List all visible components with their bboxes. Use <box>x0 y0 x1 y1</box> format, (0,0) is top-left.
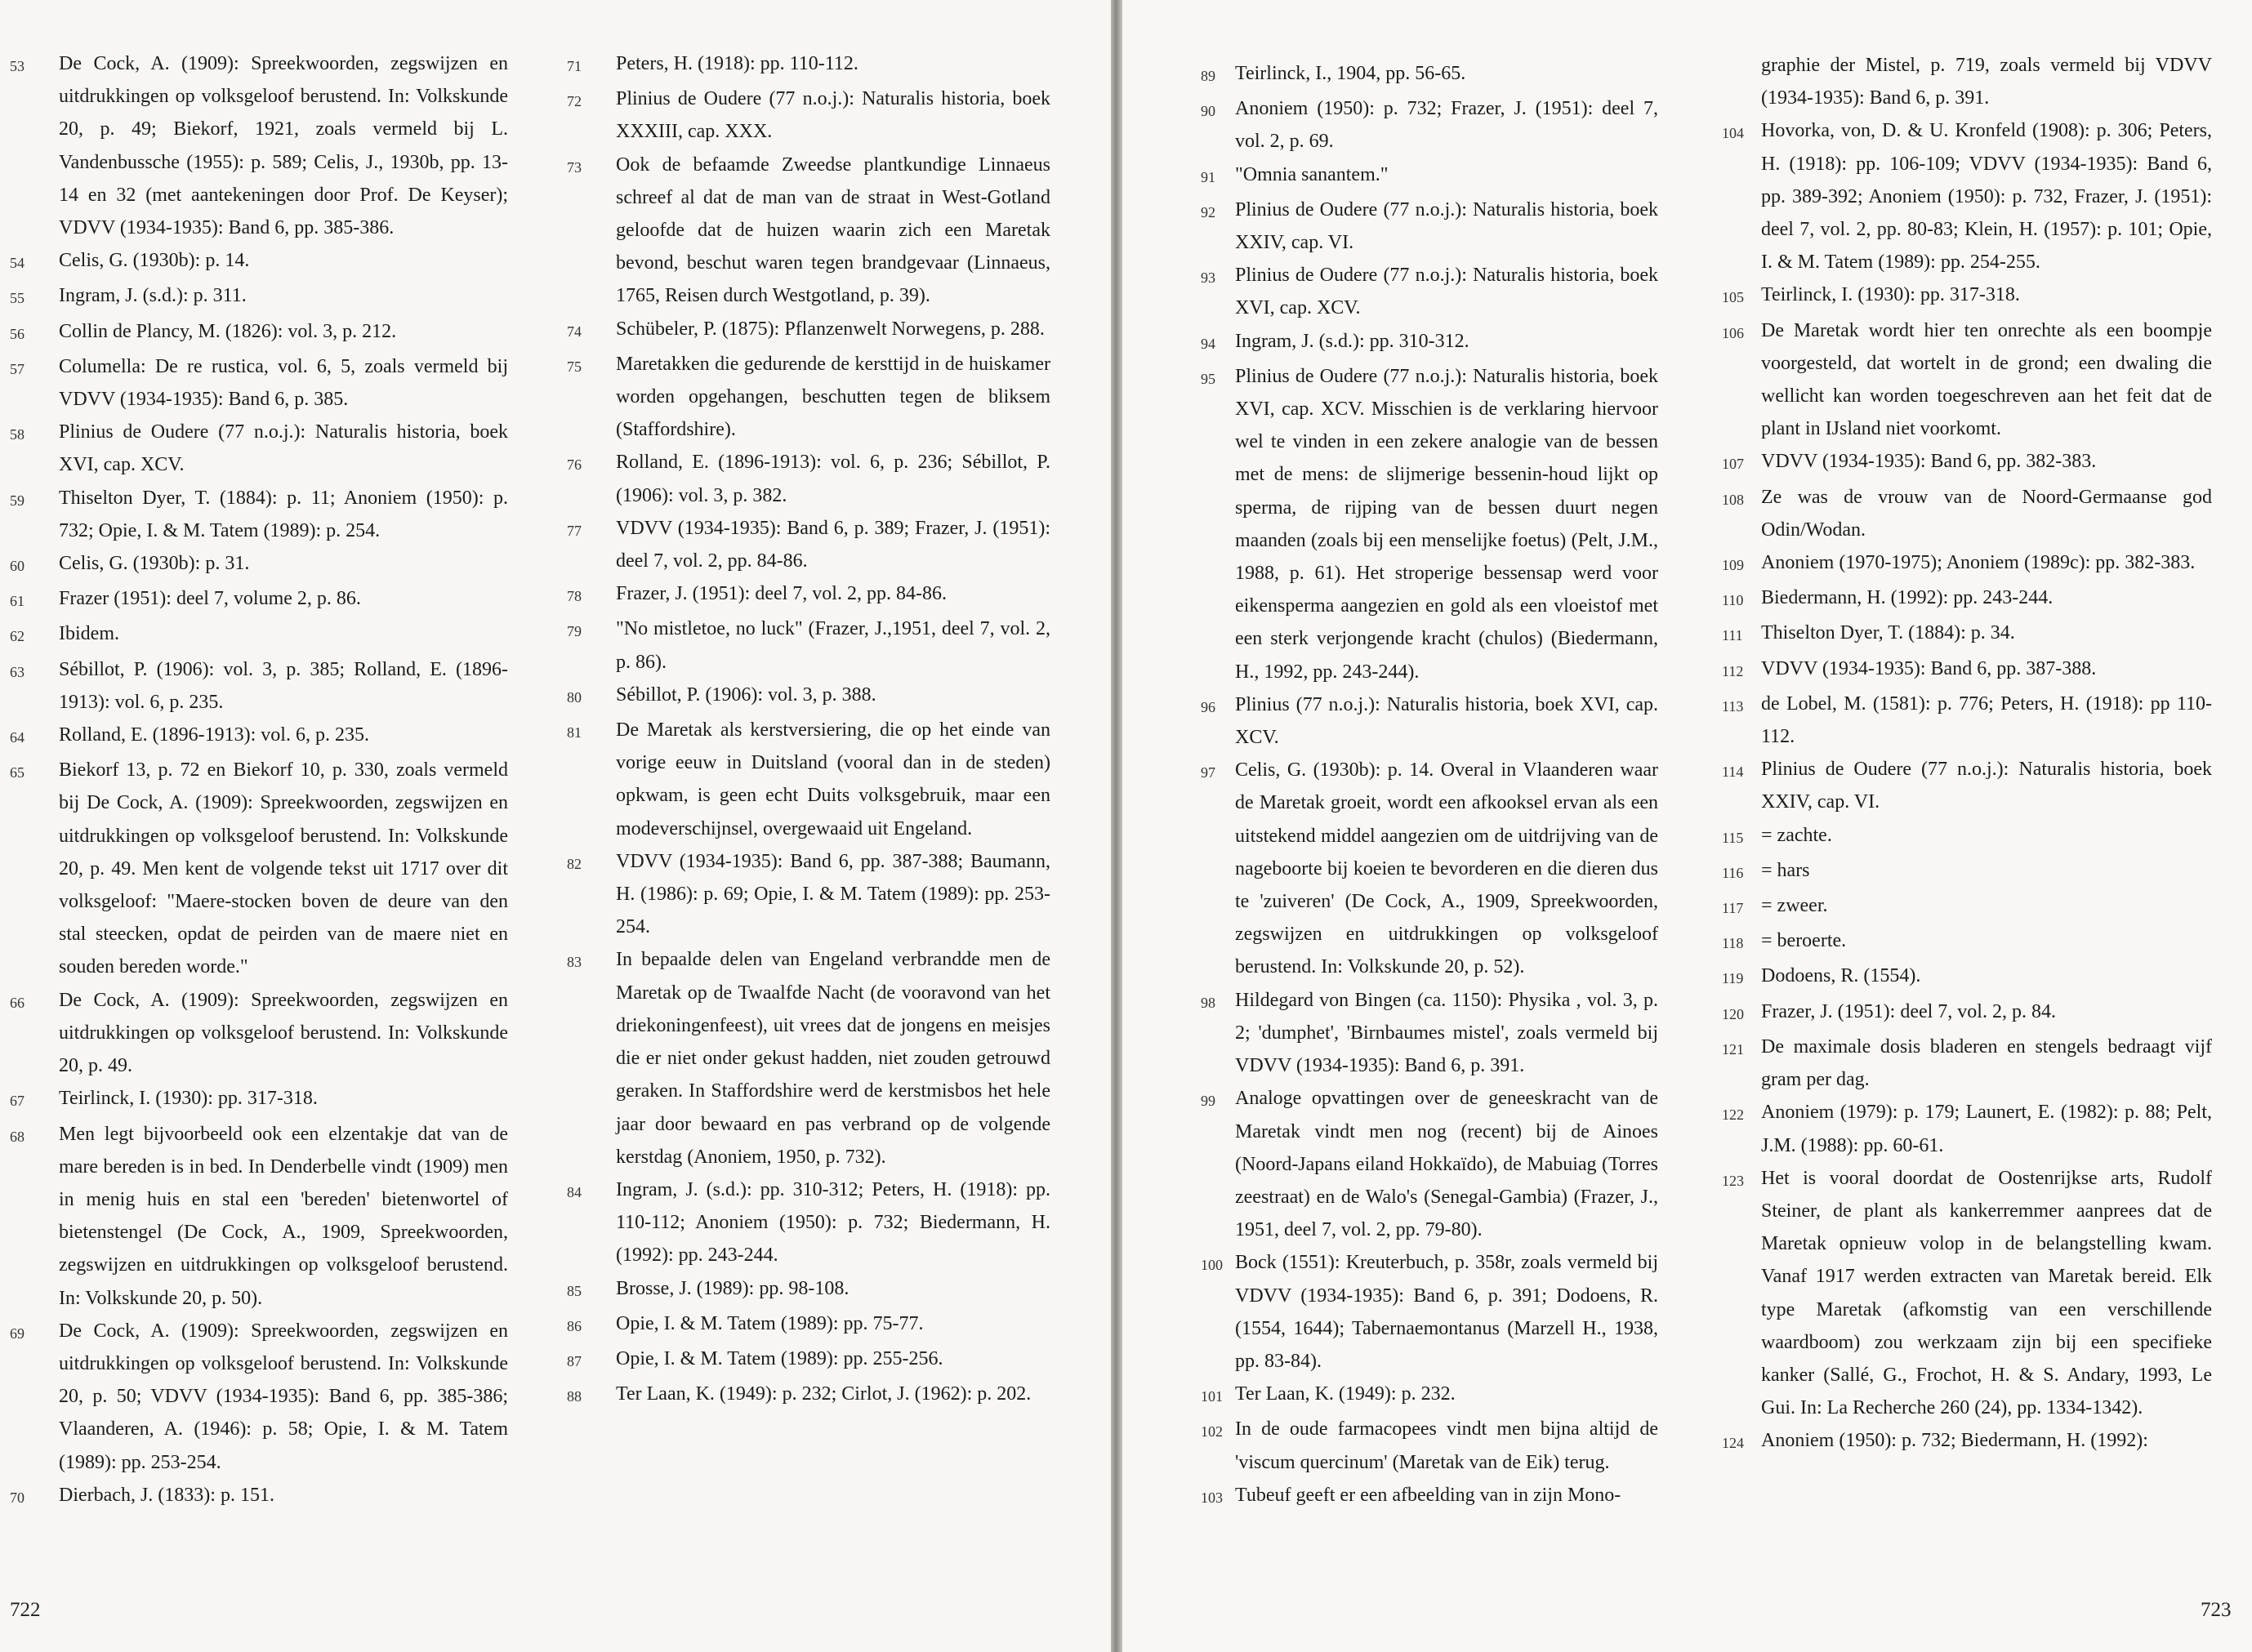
footnote-item <box>1201 194 1658 259</box>
footnote-number: 72 <box>567 93 582 110</box>
footnote-text: Teirlinck, I. (1930): pp. 317-318. <box>59 1088 318 1110</box>
footnote-number: 58 <box>10 426 25 443</box>
footnote-number: 91 <box>1201 168 1215 185</box>
footnote-number: 102 <box>1201 1423 1223 1440</box>
footnote-number: 53 <box>10 58 25 74</box>
footnote-number: 113 <box>1722 697 1744 715</box>
footnote-text: Ibidem. <box>59 623 119 645</box>
footnote-number: 85 <box>567 1282 582 1299</box>
footnote-text: = zachte. <box>1761 824 1832 846</box>
footnote-text: = beroerte. <box>1761 930 1847 952</box>
footnote-item <box>567 1378 1050 1413</box>
footnote-number: 70 <box>10 1489 25 1506</box>
footnote-item <box>567 1343 1050 1378</box>
footnote-number: 115 <box>1722 829 1744 846</box>
footnote-number: 120 <box>1722 1005 1744 1022</box>
footnote-text: Sébillot, P. (1906): vol. 3, p. 388. <box>616 684 876 706</box>
footnote-item <box>1201 158 1658 194</box>
footnote-item <box>10 1479 508 1514</box>
footnote-number: 62 <box>10 628 25 645</box>
footnote-number: 93 <box>1201 269 1215 287</box>
footnote-number: 64 <box>10 729 25 746</box>
footnote-text: Maretakken die gedurende de kersttijd in de huiskamer worden opgehangen, beschutten tegen de bliksem (Staffordshire). <box>616 353 1050 441</box>
footnote-text: De Maretak als kerstversiering, die op het einde van vorige eeuw in Duitsland (vooral dan in de steden) opkwam, is geen echt Duits volksgebruik, maar een modeverschijnsel, overgewaaid uit Engeland. <box>616 719 1050 839</box>
footnote-item <box>567 1307 1050 1343</box>
footnote-number: 109 <box>1722 557 1744 574</box>
footnote-text: De Maretak wordt hier ten onrechte als een boompje voorgesteld, dat wortelt in de grond; een dwaling die wellicht kan worden toegeschreven aan het feit dat de plant in IJsland niet voorkomt. <box>1761 319 2212 440</box>
footnote-text: Biedermann, H. (1992): pp. 243-244. <box>1761 587 2054 609</box>
footnote-item <box>567 47 1050 82</box>
footnote-item <box>1201 688 1658 754</box>
footnote-text: De maximale dosis bladeren en stengels bedraagt vijf gram per dag. <box>1761 1035 2212 1091</box>
footnote-item <box>1201 754 1658 983</box>
footnote-text: Dierbach, J. (1833): p. 151. <box>59 1484 274 1506</box>
footnote-number: 82 <box>567 855 582 872</box>
footnote-item <box>567 348 1050 447</box>
footnote-item <box>567 512 1050 577</box>
footnote-number: 119 <box>1722 970 1744 987</box>
footnote-text: Plinius de Oudere (77 n.o.j.): Naturalis historia, boek XXIV, cap. VI. <box>1761 759 2212 813</box>
footnote-item <box>1201 1479 1658 1514</box>
footnote-number: 117 <box>1722 900 1744 917</box>
footnote-text: Ingram, J. (s.d.): p. 311. <box>59 285 247 307</box>
footnote-number: 121 <box>1722 1040 1744 1058</box>
footnote-number: 118 <box>1722 935 1744 952</box>
footnote-text: graphie der Mistel, p. 719, zoals vermeld bij VDVV (1934-1935): Band 6, p. 391. <box>1761 55 2212 109</box>
footnote-number: 57 <box>10 360 25 377</box>
footnote-item <box>1722 546 2212 581</box>
footnote-item <box>1201 57 1658 92</box>
notes-column-1 <box>10 47 508 1514</box>
footnote-item <box>1201 325 1658 360</box>
footnote-text: Opie, I. & M. Tatem (1989): pp. 255-256. <box>616 1347 943 1369</box>
footnote-item <box>1722 688 2212 753</box>
footnote-number: 112 <box>1722 662 1744 679</box>
footnote-item <box>1201 259 1658 324</box>
footnote-item <box>1722 581 2212 617</box>
footnote-item <box>10 1082 508 1117</box>
footnote-number: 79 <box>567 623 582 640</box>
footnote-item <box>1201 984 1658 1083</box>
footnote-number: 100 <box>1201 1257 1223 1274</box>
footnote-item <box>1201 1378 1658 1413</box>
footnote-number: 114 <box>1722 764 1744 781</box>
footnote-item <box>567 149 1050 313</box>
footnote-number: 97 <box>1201 764 1215 781</box>
notes-column-2 <box>567 47 1050 1413</box>
footnote-item <box>1201 1082 1658 1246</box>
footnote-text: VDVV (1934-1935): Band 6, pp. 387-388. <box>1761 657 2097 679</box>
footnote-text: Teirlinck, I., 1904, pp. 56-65. <box>1235 63 1466 84</box>
footnote-text: Celis, G. (1930b): p. 14. Overal in Vlaanderen waar de Maretak groeit, wordt een afkooksel ervan als een uitstekend middel aangezien om de uitdrijving van de nageboorte bij koeien te bevorderen en die dieren dus te 'zuiveren' (De Cock, A., 1909, Spreekwoorden, zegswijzen en uitdrukkingen op volksgeloof berustend. In: Volkskunde 20, p. 52). <box>1235 759 1658 978</box>
footnote-number: 107 <box>1722 456 1744 473</box>
footnote-item <box>1722 617 2212 652</box>
footnote-item <box>1722 481 2212 546</box>
footnote-number: 68 <box>10 1128 25 1145</box>
footnote-text: VDVV (1934-1935): Band 6, pp. 387-388; Baumann, H. (1986): p. 69; Opie, I. & M. Tatem (1989): pp. 253-254. <box>616 850 1050 938</box>
footnote-text: Peters, H. (1918): pp. 110-112. <box>616 53 858 74</box>
footnote-item <box>10 653 508 719</box>
footnote-text: Ingram, J. (s.d.): pp. 310-312; Peters, H. (1918): pp. 110-112; Anoniem (1950): p. 732; Biedermann, H. (1992): pp. 243-244. <box>616 1178 1050 1267</box>
page-number-right: 723 <box>2201 1599 2232 1621</box>
footnote-text: VDVV (1934-1935): Band 6, pp. 382-383. <box>1761 451 2097 473</box>
footnote-item <box>10 350 508 416</box>
footnote-text: Teirlinck, I. (1930): pp. 317-318. <box>1761 284 2020 306</box>
footnote-number: 77 <box>567 522 582 539</box>
footnote-number: 61 <box>10 593 25 610</box>
footnote-text: Columella: De re rustica, vol. 6, 5, zoals vermeld bij VDVV (1934-1935): Band 6, p. 385. <box>59 355 508 411</box>
footnote-number: 95 <box>1201 370 1215 387</box>
footnote-number: 54 <box>10 255 25 272</box>
footnote-number: 56 <box>10 325 25 342</box>
footnote-text: Frazer, J. (1951): deel 7, vol. 2, pp. 84-86. <box>616 583 947 605</box>
footnote-item <box>10 617 508 652</box>
footnote-text: Thiselton Dyer, T. (1884): p. 34. <box>1761 622 2015 644</box>
footnote-item <box>10 244 508 279</box>
footnote-text: Plinius de Oudere (77 n.o.j.): Naturalis historia, boek XXIV, cap. VI. <box>1235 198 1658 254</box>
notes-column-4 <box>1722 49 2212 1460</box>
footnote-number: 116 <box>1722 864 1744 881</box>
footnote-item <box>10 582 508 617</box>
footnote-text: De Cock, A. (1909): Spreekwoorden, zegswijzen en uitdrukkingen op volksgeloof berustend. In: Volkskunde 20, p. 49; Biekorf, 1921, zoals vermeld bij L. Vandenbussche (1955): p. 589; Celis, J., 1930b, pp. 13-14 en 32 (met aantekeningen door Prof. De Keyser); VDVV (1934-1935): Band 6, pp. 385-386. <box>59 53 508 239</box>
footnote-number: 86 <box>567 1317 582 1334</box>
footnote-text: de Lobel, M. (1581): p. 776; Peters, H. (1918): pp 110-112. <box>1761 692 2212 748</box>
footnote-number: 80 <box>567 688 582 706</box>
footnote-text: Collin de Plancy, M. (1826): vol. 3, p. 212. <box>59 320 397 342</box>
footnote-item <box>10 1315 508 1479</box>
footnote-text: Tubeuf geeft er een afbeelding van in zijn Mono- <box>1235 1484 1621 1506</box>
footnote-item <box>10 547 508 582</box>
footnote-item <box>1722 1424 2212 1459</box>
footnote-text: Ingram, J. (s.d.): pp. 310-312. <box>1235 330 1469 352</box>
footnote-item <box>567 679 1050 714</box>
footnote-number: 78 <box>567 588 582 605</box>
footnote-number: 110 <box>1722 592 1744 609</box>
footnote-text: Frazer (1951): deel 7, volume 2, p. 86. <box>59 588 361 610</box>
footnote-number: 73 <box>567 158 582 176</box>
footnote-text: Ze was de vrouw van de Noord-Germaanse god Odin/Wodan. <box>1761 486 2212 541</box>
footnote-number: 76 <box>567 456 582 474</box>
footnote-text: Anoniem (1950): p. 732; Biedermann, H. (1992): <box>1761 1430 2148 1452</box>
footnote-text: Het is vooral doordat de Oostenrijkse arts, Rudolf Steiner, de plant als kankerremmer aanprees dat de Maretak opnieuw volop in de belangstelling kwam. Vanaf 1917 werden extracten van Maretak bereid. Elk type Maretak (afkomstig van een verschillende waardboom) zou werkzaam zijn bij een specifieke kanker (Sallé, G., Frochot, H. & S. Andary, 1993, Le Gui. In: La Recherche 260 (24), pp. 1334-1342). <box>1761 1167 2212 1419</box>
footnote-text: "No mistletoe, no luck" (Frazer, J.,1951, deel 7, vol. 2, p. 86). <box>616 618 1050 673</box>
footnote-text: Anoniem (1950): p. 732; Frazer, J. (1951): deel 7, vol. 2, p. 69. <box>1235 98 1658 153</box>
footnote-number: 88 <box>567 1388 582 1405</box>
footnote-number: 90 <box>1201 103 1215 120</box>
footnote-text: Plinius de Oudere (77 n.o.j.): Naturalis historia, boek XVI, cap. XCV. <box>1235 265 1658 319</box>
footnote-item <box>1201 1413 1658 1478</box>
footnote-number <box>1722 49 1761 114</box>
footnote-text: = hars <box>1761 859 1810 881</box>
footnote-text: Opie, I. & M. Tatem (1989): pp. 75-77. <box>616 1312 924 1334</box>
footnote-text: Rolland, E. (1896-1913): vol. 6, p. 236; Sébillot, P. (1906): vol. 3, p. 382. <box>616 452 1050 506</box>
footnote-text: De Cock, A. (1909): Spreekwoorden, zegswijzen en uitdrukkingen op volksgeloof berustend. In: Volkskunde 20, p. 49. <box>59 989 508 1077</box>
footnote-item <box>1722 995 2212 1031</box>
footnote-number: 89 <box>1201 68 1215 84</box>
footnote-number: 67 <box>10 1093 25 1110</box>
footnote-item <box>567 577 1050 612</box>
footnote-item <box>1201 1246 1658 1378</box>
footnote-item <box>1722 819 2212 854</box>
footnote-item <box>1201 360 1658 688</box>
footnote-text: VDVV (1934-1935): Band 6, p. 389; Frazer, J. (1951): deel 7, vol. 2, pp. 84-86. <box>616 517 1050 572</box>
footnote-item <box>1722 314 2212 446</box>
footnote-text: Biekorf 13, p. 72 en Biekorf 10, p. 330, zoals vermeld bij De Cock, A. (1909): Spreekwoorden, zegswijzen en uitdrukkingen op volksgeloof berustend. In: Volkskunde 20, p. 49. Men kent de volgende tekst uit 1717 over dit volksgeloof: "Maere-stocken boven de deure van den stal steecken, opdat de peirden van de maere niet en souden bereden worde." <box>59 759 508 978</box>
footnote-text: In de oude farmacopees vindt men bijna altijd de 'viscum quercinum' (Maretak van de Eik) terug. <box>1235 1418 1658 1473</box>
footnote-text: In bepaalde delen van Engeland verbrandde men de Maretak op de Twaalfde Nacht (de vooravond van het driekoningenfeest), uit vrees dat de jongens en meisjes die er niet onder gekust hadden, niet zouden getrouwd geraken. In Staffordshire werd de kerstmisbos het hele jaar door bewaard en pas verbrand op de volgende kerstdag (Anoniem, 1950, p. 732). <box>616 949 1050 1168</box>
footnote-text: Thiselton Dyer, T. (1884): p. 11; Anoniem (1950): p. 732; Opie, I. & M. Tatem (1989): p. 254. <box>59 487 508 541</box>
footnote-item <box>10 984 508 1083</box>
footnote-item <box>567 1173 1050 1272</box>
footnote-item <box>1722 278 2212 314</box>
footnote-item <box>1722 1162 2212 1425</box>
footnote-number: 55 <box>10 290 25 307</box>
footnote-number: 66 <box>10 994 25 1011</box>
footnote-item <box>10 719 508 754</box>
footnote-item <box>1722 1096 2212 1161</box>
footnote-text: Celis, G. (1930b): p. 31. <box>59 553 250 575</box>
footnote-text: Sébillot, P. (1906): vol. 3, p. 385; Rolland, E. (1896-1913): vol. 6, p. 235. <box>59 658 508 713</box>
footnote-text: Plinius (77 n.o.j.): Naturalis historia, boek XVI, cap. XCV. <box>1235 693 1658 749</box>
footnote-number: 59 <box>10 492 25 509</box>
footnote-text: Plinius de Oudere (77 n.o.j.): Naturalis historia, boek XVI, cap. XCV. Misschien is de verklaring hiervoor wel te vinden in een zekere analogie van de bessen met de mens: de slijmerige bessenin-houd lijkt op sperma, de rijping van de bessen duurt negen maanden (zoals bij een menselijke foetus) (Pelt, J.M., 1988, p. 61). Het stroperige bessensap werd voor eikensperma aangezien en gold als een vloeistof met een sterk verjongende kracht (chulos) (Biedermann, H., 1992, pp. 243-244). <box>1235 365 1658 683</box>
footnote-number: 108 <box>1722 491 1744 508</box>
footnote-number: 83 <box>567 954 582 971</box>
footnote-item <box>567 1272 1050 1307</box>
footnote-number: 105 <box>1722 289 1744 306</box>
footnote-number: 69 <box>10 1325 25 1342</box>
book-gutter <box>1111 0 1122 1652</box>
footnote-item <box>567 446 1050 511</box>
footnote-item <box>567 943 1050 1173</box>
footnote-item <box>10 47 508 244</box>
footnote-text: Analoge opvattingen over de geneeskracht van de Maretak vindt men nog (recent) bij de Ainoes (Noord-Japans eiland Hokkaïdo), de Mabuiag (Torres zeestraat) en de Walo's (Senegal-Gambia) (Frazer, J., 1951, deel 7, vol. 2, pp. 79-80). <box>1235 1088 1658 1241</box>
footnote-number: 101 <box>1201 1388 1223 1405</box>
footnote-number: 81 <box>567 724 582 741</box>
footnote-number: 74 <box>567 323 582 340</box>
footnote-text: Ook de befaamde Zweedse plantkundige Linnaeus schreef al dat de man van de straat in West-Gotland geloofde dat de huizen waarin zich een Maretak bevond, beschut waren tegen brandgevaar (Linnaeus, 1765, Reisen durch Westgotland, p. 39). <box>616 154 1050 307</box>
footnote-item <box>10 1118 508 1315</box>
footnote-item <box>567 612 1050 678</box>
footnote-text: "Omnia sanantem." <box>1235 163 1389 185</box>
footnote-number: 123 <box>1722 1172 1744 1189</box>
footnote-item <box>567 82 1050 148</box>
footnote-text: Celis, G. (1930b): p. 14. <box>59 250 250 272</box>
footnote-text: Men legt bijvoorbeeld ook een elzentakje dat van de mare bereden is in bed. In Denderbelle vindt (1909) men in menig huis en stal een 'bereden' bietenwortel of bietenstengel (De Cock, A., 1909, Spreekwoorden, zegswijzen en uitdrukkingen op volksgeloof berustend. In: Volkskunde 20, p. 50). <box>59 1123 508 1309</box>
footnote-item <box>1722 753 2212 818</box>
footnote-item <box>10 416 508 481</box>
footnote-item <box>10 279 508 314</box>
footnote-item <box>1722 445 2212 480</box>
footnote-text: Hildegard von Bingen (ca. 1150): Physika , vol. 3, p. 2; 'dumphet', 'Birnbaumes mistel', zoals vermeld bij VDVV (1934-1935): Band 6, p. 391. <box>1235 989 1658 1077</box>
footnote-number: 60 <box>10 558 25 575</box>
footnote-number: 96 <box>1201 698 1215 715</box>
footnote-item <box>10 482 508 547</box>
footnote-number: 65 <box>10 764 25 781</box>
footnote-text: Plinius de Oudere (77 n.o.j.): Naturalis historia, boek XVI, cap. XCV. <box>59 421 508 476</box>
footnote-text: Anoniem (1970-1975); Anoniem (1989c): pp. 382-383. <box>1761 552 2196 574</box>
footnote-number: 99 <box>1201 1093 1215 1110</box>
footnote-item <box>1722 854 2212 889</box>
footnote-number: 106 <box>1722 324 1744 341</box>
footnote-item <box>1722 49 2212 114</box>
footnote-text: Hovorka, von, D. & U. Kronfeld (1908): p. 306; Peters, H. (1918): pp. 106-109; VDVV (1934-1935): Band 6, pp. 389-392; Anoniem (1950): p. 732, Frazer, J. (1951): deel 7, vol. 2, pp. 80-83; Klein, H. (1957): p. 101; Opie, I. & M. Tatem (1989): pp. 254-255. <box>1761 120 2212 274</box>
footnote-number: 71 <box>567 58 582 74</box>
footnote-text: Brosse, J. (1989): pp. 98-108. <box>616 1277 850 1299</box>
footnote-number: 92 <box>1201 203 1215 220</box>
footnote-number: 94 <box>1201 335 1215 352</box>
footnote-number: 111 <box>1722 627 1743 644</box>
footnote-number: 87 <box>567 1352 582 1369</box>
footnote-text: Bock (1551): Kreuterbuch, p. 358r, zoals vermeld bij VDVV (1934-1935): Band 6, p. 391; Dodoens, R. (1554, 1644); Tabernaemontanus (Marzell H., 1938, pp. 83-84). <box>1235 1252 1658 1372</box>
footnote-number: 122 <box>1722 1107 1744 1124</box>
footnote-number: 103 <box>1201 1489 1223 1506</box>
footnote-text: Anoniem (1979): p. 179; Launert, E. (1982): p. 88; Pelt, J.M. (1988): pp. 60-61. <box>1761 1102 2212 1156</box>
footnote-number: 75 <box>567 358 582 375</box>
footnote-text: Frazer, J. (1951): deel 7, vol. 2, p. 84. <box>1761 1000 2056 1022</box>
footnote-text: Schübeler, P. (1875): Pflanzenwelt Norwegens, p. 288. <box>616 318 1045 340</box>
footnote-item <box>1201 92 1658 158</box>
footnote-item <box>1722 889 2212 924</box>
page-number-left: 722 <box>10 1599 41 1621</box>
footnote-number: 84 <box>567 1183 582 1200</box>
footnote-item <box>10 754 508 983</box>
footnote-number: 63 <box>10 663 25 680</box>
notes-column-3 <box>1201 57 1658 1514</box>
footnote-text: Rolland, E. (1896-1913): vol. 6, p. 235. <box>59 724 369 746</box>
footnote-text: = zweer. <box>1761 895 1828 917</box>
footnote-number: 98 <box>1201 994 1215 1011</box>
footnote-item <box>1722 114 2212 278</box>
footnote-item <box>10 315 508 350</box>
footnote-item <box>1722 924 2212 960</box>
footnote-number: 124 <box>1722 1435 1744 1452</box>
footnote-text: Ter Laan, K. (1949): p. 232. <box>1235 1383 1456 1405</box>
footnote-item <box>1722 652 2212 688</box>
footnote-number: 104 <box>1722 125 1744 142</box>
footnote-text: De Cock, A. (1909): Spreekwoorden, zegswijzen en uitdrukkingen op volksgeloof berustend. In: Volkskunde 20, p. 50; VDVV (1934-1935): Band 6, pp. 385-386; Vlaanderen, A. (1946): p. 58; Opie, I. & M. Tatem (1989): pp. 253-254. <box>59 1320 508 1473</box>
footnote-item <box>567 714 1050 845</box>
footnote-item <box>1722 1031 2212 1096</box>
footnote-text: Ter Laan, K. (1949): p. 232; Cirlot, J. (1962): p. 202. <box>616 1383 1032 1405</box>
footnote-item <box>1722 960 2212 995</box>
footnote-text: Plinius de Oudere (77 n.o.j.): Naturalis historia, boek XXXIII, cap. XXX. <box>616 88 1050 143</box>
footnote-item <box>567 313 1050 348</box>
footnote-text: Dodoens, R. (1554). <box>1761 965 1921 987</box>
footnote-item <box>567 845 1050 944</box>
